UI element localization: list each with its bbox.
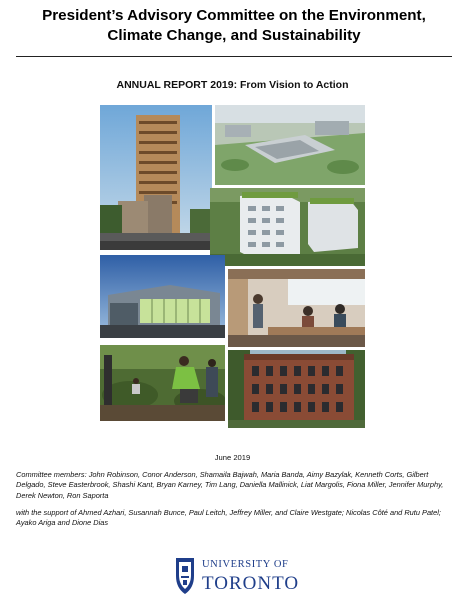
photo-tall-timber-tower: [100, 105, 212, 250]
title-divider: [16, 56, 452, 57]
university-logo: [172, 553, 302, 601]
report-date: June 2019: [214, 453, 251, 462]
crest-icon: [174, 554, 196, 598]
photo-collaborative-space: [228, 269, 365, 347]
logo-line-toronto: TORONTO: [202, 573, 300, 594]
photo-students-gardening: [100, 345, 225, 421]
committee-members: Committee members: John Robinson, Conor Anderson, Shamaila Bajwah, Maria Banda, Aimy Bazylak, Kenneth Corts, Gilbert Delgado, Steve Easterbrook, Shashi Kant, Bryan Karney, Tim Lang, Daniella Mallinick, Liat Margolis, Fiona Miller, Jennifer Murphy, Derek Newton, Ron Saporta: [16, 470, 444, 500]
photo-glass-building-dusk: [100, 255, 225, 338]
photo-aerial-campus: [215, 105, 365, 185]
photo-green-roof-residences: [210, 188, 365, 266]
support-acknowledgement: with the support of Ahmed Azhari, Susannah Bunce, Paul Leitch, Jeffrey Miller, and Claire Westgate; Nicolas Côté and Rutu Patel; Ayako Ariga and Dione Dias: [16, 508, 441, 528]
document-title: President’s Advisory Committee on the Environment, Climate Change, and Sustainability: [42, 7, 426, 44]
logo-line-university-of: UNIVERSITY OF: [202, 559, 289, 570]
photo-historic-brick-building: [228, 350, 365, 428]
report-title: ANNUAL REPORT 2019: From Vision to Action: [116, 79, 349, 91]
